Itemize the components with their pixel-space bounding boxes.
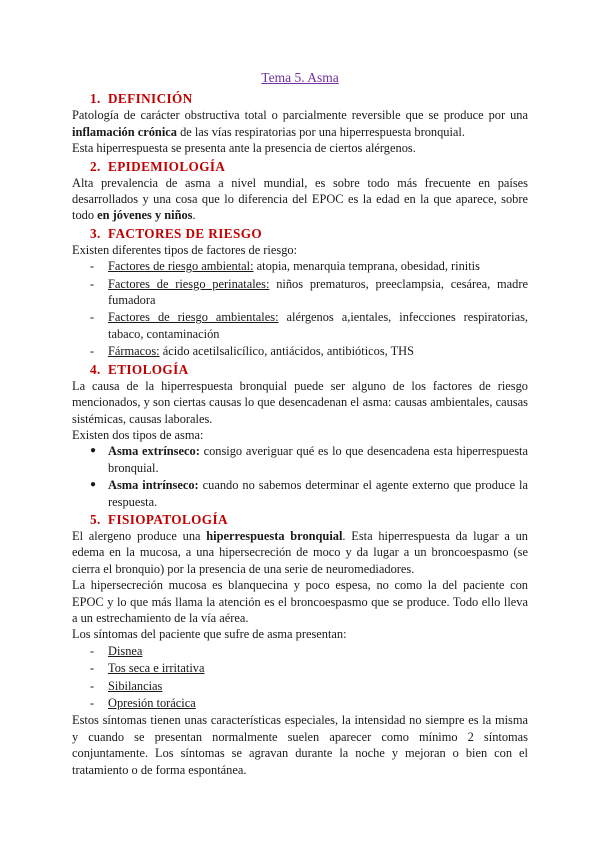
- list-item: ● Asma extrínseco: consigo averiguar qué es lo que desencadena esta hiperrespuesta bronquial.: [90, 443, 528, 476]
- document-title: Tema 5. Asma: [261, 70, 339, 85]
- list-item: - Tos seca e irritativa: [90, 660, 528, 676]
- section-heading-etiologia: 4. ETIOLOGÍA: [90, 361, 189, 377]
- list-item: ● Asma intrínseco: cuando no sabemos determinar el agente externo que produce la respuesta.: [90, 477, 528, 510]
- section-heading-fisiopatologia: 5. FISIOPATOLOGÍA: [90, 511, 228, 527]
- list-item: - Factores de riesgo ambiental: atopia, menarquia temprana, obesidad, rinitis: [90, 258, 528, 274]
- epidemiologia-paragraph: Alta prevalencia de asma a nivel mundial, es sobre todo más frecuente en países desarrollados y una cosa que lo diferencia del EPOC es la edad en la que aparece, sobre todo en jóvenes y niños.: [72, 175, 528, 223]
- definicion-paragraph: Patología de carácter obstructiva total o parcialmente reversible que se produce por una inflamación crónica de las vías respiratorias por una hiperrespuesta bronquial.: [72, 108, 528, 139]
- document-content: [72, 70, 528, 778]
- definicion-paragraph-2: Esta hiperrespuesta se presenta ante la presencia de ciertos alérgenos.: [72, 141, 416, 156]
- list-item: - Factores de riesgo perinatales: niños prematuros, preeclampsia, cesárea, madre fumadora: [90, 276, 528, 309]
- factores-intro: Existen diferentes tipos de factores de riesgo:: [72, 242, 298, 257]
- section-heading-definicion: 1. DEFINICIÓN: [90, 91, 193, 107]
- section-heading-epidemiologia: 2. EPIDEMIOLOGÍA: [90, 158, 226, 174]
- list-item: - Opresión torácica: [90, 695, 528, 711]
- sintomas-list: [72, 643, 528, 712]
- section-heading-factores: 3. FACTORES DE RIESGO: [90, 225, 263, 241]
- etiologia-paragraph: La causa de la hiperrespuesta bronquial puede ser alguno de los factores de riesgo mencionados, y son ciertas causas lo que desencadenan el asma: causas ambientales, causas sistémicas, causas laborales.: [72, 378, 528, 426]
- list-item: - Disnea: [90, 643, 528, 659]
- list-item: - Fármacos: ácido acetilsalicílico, antiácidos, antibióticos, THS: [90, 343, 528, 359]
- fisiopatologia-paragraph: El alergeno produce una hiperrespuesta bronquial. Esta hiperrespuesta da lugar a un edema en la mucosa, a una hipersecreción de moco y da lugar a un broncoespasmo (se cierra el bronquio) por la presencia de una serie de neuromediadores.: [72, 528, 528, 576]
- tipos-asma-list: [72, 443, 528, 510]
- list-item: - Sibilancias: [90, 678, 528, 694]
- factores-list: [72, 258, 528, 359]
- fisiopatologia-paragraph-2: La hipersecreción mucosa es blanquecina y poco espesa, no como la del paciente con EPOC y lo que más llama la atención es el broncoespasmo que se produce. Todo ello lleva a un estrechamiento de la vía aérea.: [72, 578, 528, 625]
- fisiopatologia-paragraph-4: Estos síntomas tienen unas características especiales, la intensidad no siempre es la misma y cuando se presentan normalmente suelen aparecer como mínimo 2 síntomas conjuntamente. Los síntomas se agravan durante la noche y mejoran o bien con el tratamiento o de forma espontánea.: [72, 713, 528, 777]
- etiologia-paragraph-2: Existen dos tipos de asma:: [72, 427, 204, 442]
- list-item: - Factores de riesgo ambientales: alérgenos a,ientales, infecciones respiratorias, tabaco, contaminación: [90, 309, 528, 342]
- fisiopatologia-paragraph-3: Los síntomas del paciente que sufre de asma presentan:: [72, 627, 347, 642]
